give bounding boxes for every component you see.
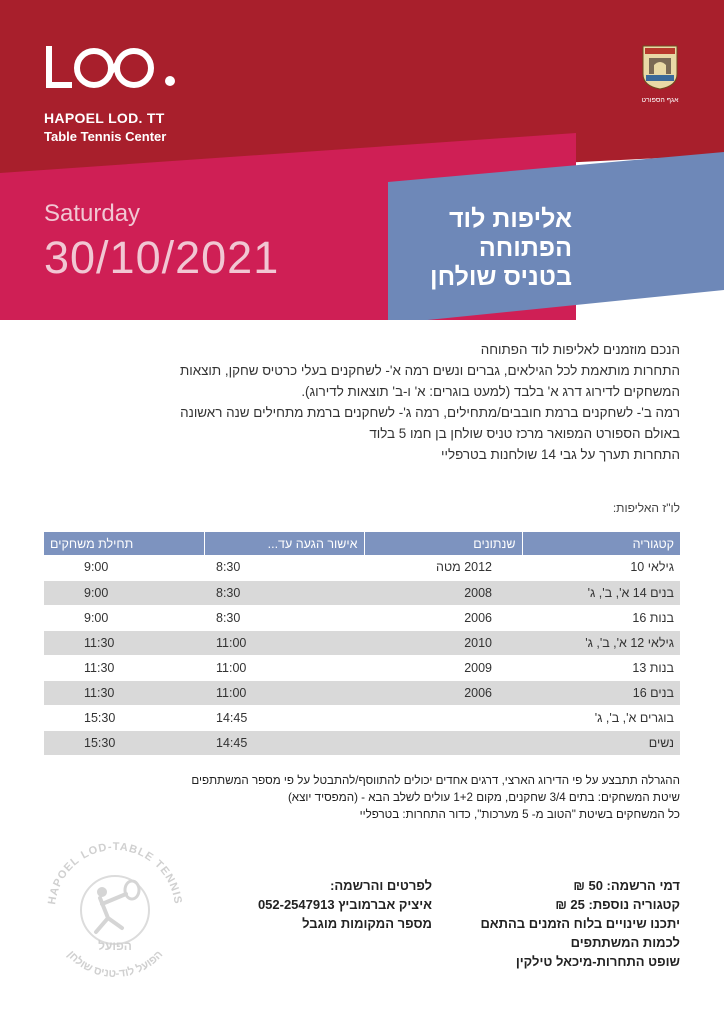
cell-years bbox=[364, 705, 522, 730]
cell-years: 2009 bbox=[364, 655, 522, 680]
cell-start: 11:30 bbox=[44, 630, 204, 655]
intro-line: התחרות מותאמת לכל הגילאים, גברים ונשים רמה א'- לשחקנים בעלי כרטיס שחקן, תוצאות bbox=[180, 363, 680, 378]
intro-line: התחרות תערך על גבי 14 שולחנות בטרפליי bbox=[441, 447, 680, 462]
cell-checkin: 11:00 bbox=[204, 655, 364, 680]
contact-line: לפרטים והרשמה: bbox=[330, 878, 432, 893]
cell-start: 15:30 bbox=[44, 705, 204, 730]
cell-years: 2006 bbox=[364, 605, 522, 630]
cell-years: 2010 bbox=[364, 630, 522, 655]
svg-text:הפועל לוד-טניס שולחן bbox=[65, 949, 166, 981]
cell-checkin: 11:00 bbox=[204, 680, 364, 705]
table-row bbox=[44, 555, 680, 580]
schedule-label: לו"ז האליפות: bbox=[612, 501, 680, 515]
city-crest-icon bbox=[640, 44, 680, 90]
cell-category: בנות 13 bbox=[522, 655, 680, 680]
intro-line: המשחקים לדירוג דרג א' בלבד (למעט בוגרים: א' ו-ב' תוצאות לדירוג). bbox=[301, 384, 680, 399]
cell-checkin: 8:30 bbox=[204, 580, 364, 605]
cell-category: בנים 16 bbox=[522, 680, 680, 705]
table-row bbox=[44, 655, 680, 680]
header-start: תחילת משחקים bbox=[44, 532, 204, 555]
cell-category: גילאי 12 א', ב', ג' bbox=[522, 630, 680, 655]
table-row bbox=[44, 580, 680, 605]
cell-years: 2008 bbox=[364, 580, 522, 605]
rules-line: כל המשחקים בשיטת "הטוב מ- 5 מערכות", כדור התחרות: בטרפליי bbox=[359, 808, 680, 821]
cell-start: 11:30 bbox=[44, 655, 204, 680]
rules-line: שיטת המשחקים: בתים 3/4 שחקנים, מקום 1+2 עולים לשלב הבא - (המפסיד יוצא) bbox=[287, 791, 680, 804]
brand-subtitle: Table Tennis Center bbox=[44, 129, 167, 144]
schedule-table bbox=[44, 532, 680, 756]
table-header-row bbox=[44, 532, 680, 555]
cell-category: בוגרים א', ב', ג' bbox=[522, 705, 680, 730]
fees-block bbox=[450, 876, 680, 971]
watermark-text-bottom: הפועל לוד-טניס שולחן bbox=[64, 948, 166, 981]
contact-line: מספר המקומות מוגבל bbox=[302, 916, 432, 931]
club-watermark-logo bbox=[30, 822, 200, 992]
svg-text:HAPOEL LOD-TABLE TENNIS bbox=[46, 841, 184, 905]
header-checkin: אישור הגעה עד... bbox=[204, 532, 364, 555]
contact-line: איציק אברמוביץ 052-2547913 bbox=[257, 897, 432, 912]
cell-checkin: 14:45 bbox=[204, 730, 364, 755]
header-years: שנתונים bbox=[364, 532, 522, 555]
table-row bbox=[44, 630, 680, 655]
cell-checkin: 8:30 bbox=[204, 555, 364, 580]
event-date: 30/10/2021 bbox=[44, 232, 280, 283]
title-line: הפתוחה bbox=[478, 234, 572, 262]
intro-line: באולם הספורט המפואר מרכז טניס שולחן בן חמו 5 בלוד bbox=[369, 426, 680, 441]
cell-start: 11:30 bbox=[44, 680, 204, 705]
cell-start: 9:00 bbox=[44, 580, 204, 605]
table-row bbox=[44, 605, 680, 630]
contact-block bbox=[232, 876, 432, 933]
table-row bbox=[44, 730, 680, 755]
event-day: Saturday bbox=[44, 200, 141, 227]
title-line: אליפות לוד bbox=[448, 205, 572, 233]
cell-category: בנים 14 א', ב', ג' bbox=[522, 580, 680, 605]
fees-line: יתכנו שינויים בלוח הזמנים בהתאם bbox=[480, 916, 680, 931]
fees-line: קטגוריה נוספת: 25 ₪ bbox=[555, 897, 680, 912]
cell-category: נשים bbox=[522, 730, 680, 755]
fees-line: לכמות המשתתפים bbox=[570, 935, 680, 950]
event-title bbox=[392, 205, 572, 292]
watermark-center-text: הפועל bbox=[98, 939, 132, 953]
cell-start: 9:00 bbox=[44, 555, 204, 580]
cell-checkin: 11:00 bbox=[204, 630, 364, 655]
header-category: קטגוריה bbox=[522, 532, 680, 555]
table-row bbox=[44, 680, 680, 705]
cell-category: בנות 16 bbox=[522, 605, 680, 630]
title-line: בטניס שולחן bbox=[430, 263, 572, 291]
intro-paragraph bbox=[40, 339, 680, 465]
watermark-text-top: HAPOEL LOD-TABLE TENNIS bbox=[46, 840, 184, 906]
cell-checkin: 14:45 bbox=[204, 705, 364, 730]
fees-line: דמי הרשמה: 50 ₪ bbox=[573, 878, 680, 893]
cell-years: 2012 מטה bbox=[364, 555, 522, 580]
brand-text bbox=[44, 110, 166, 144]
cell-start: 15:30 bbox=[44, 730, 204, 755]
cell-start: 9:00 bbox=[44, 605, 204, 630]
cell-category: גילאי 10 bbox=[522, 555, 680, 580]
emblem-caption: אגף הספורט bbox=[641, 97, 679, 104]
intro-line: רמה ב'- לשחקנים ברמת חובבים/מתחילים, רמה ג'- לשחקנים ברמת מתחילים שנה ראשונה bbox=[180, 405, 680, 420]
brand-logo bbox=[44, 42, 184, 99]
intro-line: הנכם מוזמנים לאליפות לוד הפתוחה bbox=[480, 342, 680, 357]
rules-line: ההגרלה תתבצע על פי הדירוג הארצי, דרגים אחדים יכולים להתווסף/להתבטל על פי מספר המשתתפים bbox=[191, 774, 680, 787]
cell-years bbox=[364, 730, 522, 755]
city-emblem bbox=[638, 44, 682, 104]
cell-years: 2006 bbox=[364, 680, 522, 705]
table-row bbox=[44, 705, 680, 730]
cell-checkin: 8:30 bbox=[204, 605, 364, 630]
brand-name: HAPOEL LOD. TT bbox=[44, 110, 165, 126]
rules-paragraph bbox=[40, 772, 680, 823]
fees-line: שופט התחרות-מיכאל טילקין bbox=[515, 954, 680, 969]
